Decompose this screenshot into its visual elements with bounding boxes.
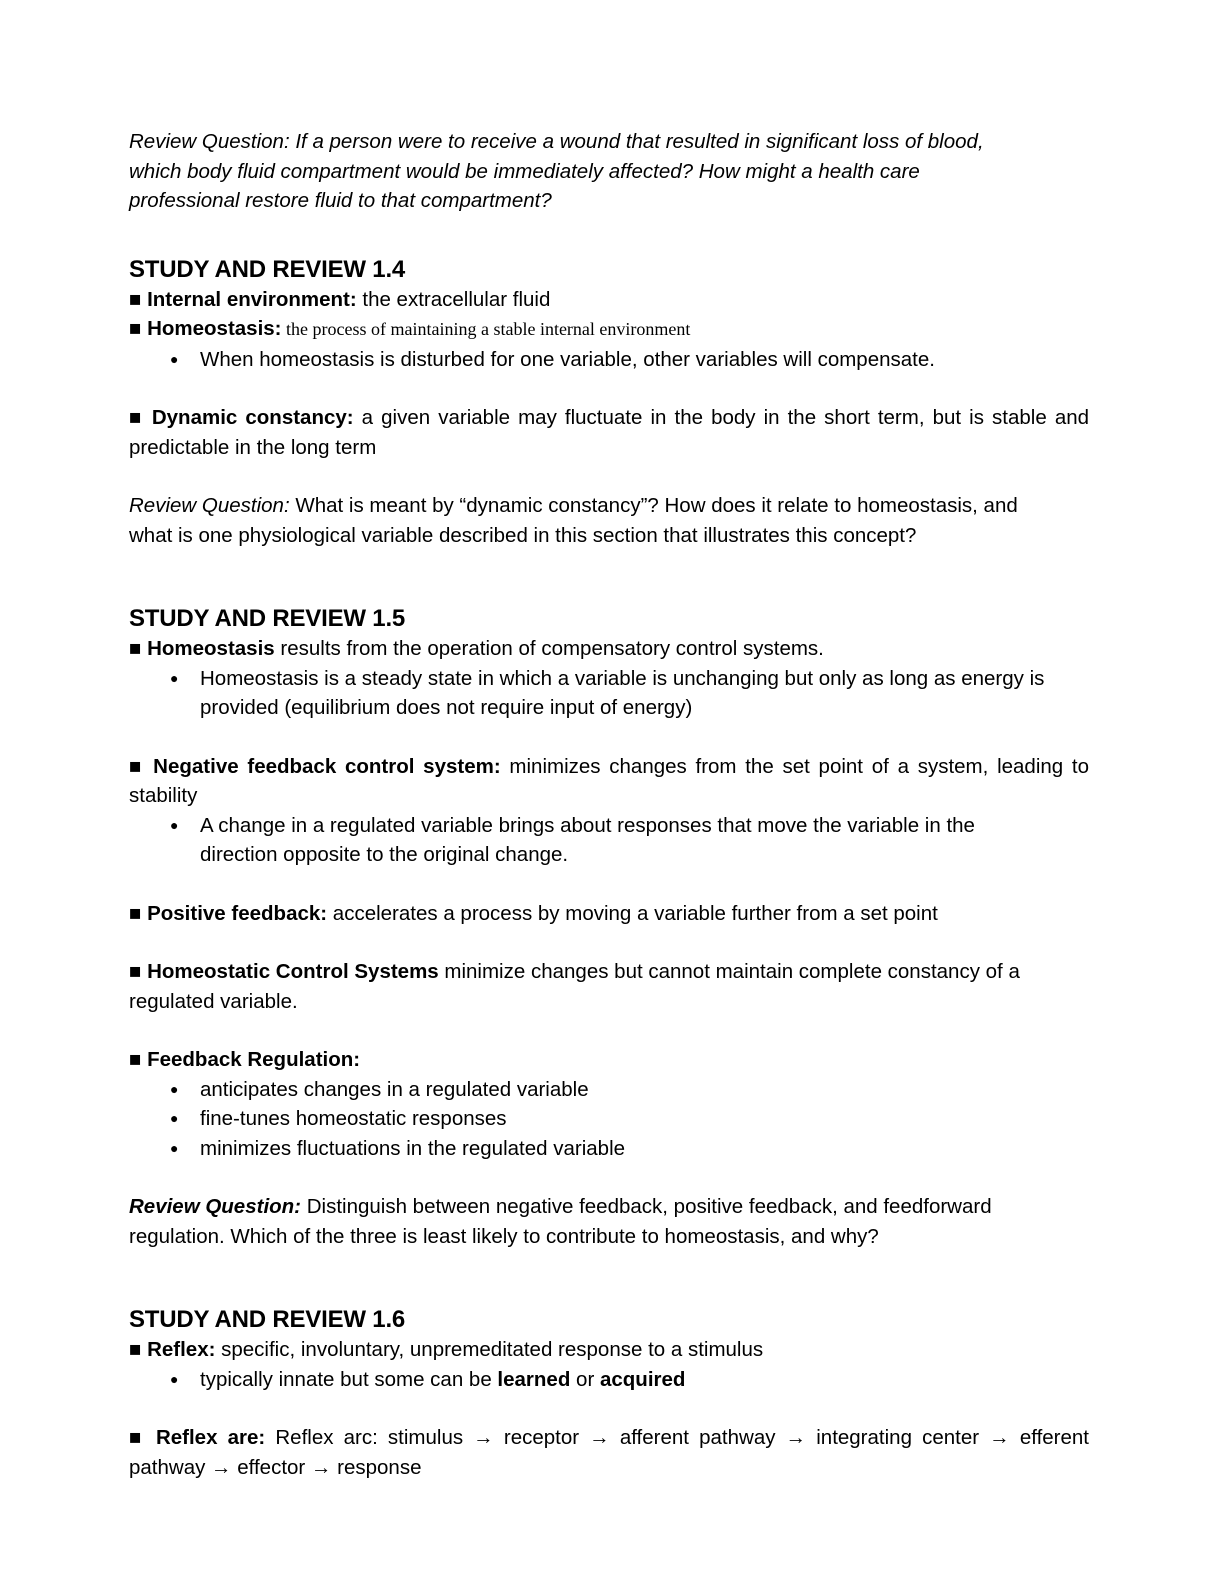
list-item [170, 1104, 1089, 1134]
def-homeostatic-control: minimize changes but cannot maintain complete constancy of a regulated variable. [129, 960, 1020, 1013]
term-feedback-regulation: Feedback Regulation: [147, 1048, 361, 1071]
list-item [170, 1365, 1089, 1395]
review-label: Review Question: [129, 1195, 302, 1218]
document-page [129, 127, 1089, 1482]
feedback-regulation-bullets [129, 1075, 1089, 1164]
bullet-text: anticipates changes in a regulated variable [200, 1077, 589, 1101]
bullet-dot: ● [170, 816, 179, 833]
bullet-dot: ● [170, 669, 179, 686]
list-item [170, 664, 1089, 723]
term-homeostatic-control: Homeostatic Control Systems [147, 960, 439, 983]
section-heading-1-5: STUDY AND REVIEW 1.5 [129, 605, 406, 632]
bullet-dot: ● [170, 1110, 179, 1126]
review-text: Distinguish between negative feedback, positive feedback, and feedforward regulation. Which of the three is least likely to contribute to homeostasis, and why? [129, 1195, 992, 1248]
list-item [170, 811, 1030, 870]
square-bullet: ■ [129, 637, 148, 660]
term-acquired: acquired [599, 1367, 686, 1391]
internal-environment-entry [129, 285, 1089, 315]
list-item [170, 345, 1089, 375]
bullet-text: fine-tunes homeostatic responses [200, 1107, 507, 1130]
def-internal-environment: the extracellular fluid [356, 287, 551, 311]
feedback-regulation-entry [129, 1045, 1089, 1075]
term-homeostasis-1-5: Homeostasis [147, 637, 275, 660]
bullet-dot: ● [170, 350, 179, 367]
square-bullet: ■ [129, 1338, 148, 1361]
negative-feedback-bullets [129, 811, 1030, 870]
term-reflex-arc: Reflex are: [155, 1426, 266, 1449]
square-bullet: ■ [129, 754, 154, 778]
square-bullet: ■ [129, 287, 148, 311]
reflex-entry [129, 1335, 1089, 1365]
def-dynamic-constancy: a given variable may fluctuate in the body in the short term, but is stable and predictable in the long term [129, 406, 1090, 459]
term-internal-environment: Internal environment: [147, 287, 357, 311]
homeostasis-bullets-1-4 [129, 345, 1089, 375]
section-heading-1-4: STUDY AND REVIEW 1.4 [129, 255, 406, 283]
def-reflex-arc: Reflex arc: stimulus → receptor → afferent pathway → integrating center → efferent pathway → effector → response [129, 1426, 1089, 1479]
def-positive-feedback: accelerates a process by moving a variable further from a set point [327, 901, 938, 925]
homeostasis-entry-1-4 [129, 314, 1089, 345]
section-heading-1-6: STUDY AND REVIEW 1.6 [129, 1306, 406, 1333]
review-text: What is meant by “dynamic constancy”? How does it relate to homeostasis, and what is one physiological variable described in this section that illustrates this concept? [129, 494, 1018, 547]
term-positive-feedback: Positive feedback: [147, 901, 328, 925]
bullet-dot: ● [170, 1139, 179, 1156]
bullet-dot: ● [170, 1370, 179, 1387]
reflex-bullets [129, 1365, 1089, 1395]
square-bullet: ■ [129, 317, 148, 340]
negative-feedback-entry [129, 752, 1089, 811]
bullet-text: Homeostasis is a steady state in which a variable is unchanging but only as long as energy is provided (equilibrium does not require input of energy) [200, 666, 1045, 719]
review-label: Review Question: [129, 494, 290, 517]
def-reflex: specific, involuntary, unpremeditated response to a stimulus [215, 1338, 764, 1361]
term-negative-feedback: Negative feedback control system: [153, 754, 501, 778]
bullet-text: typically innate but some can be [200, 1367, 498, 1391]
list-item [170, 1075, 1089, 1105]
square-bullet: ■ [129, 1048, 148, 1071]
square-bullet: ■ [129, 406, 152, 429]
bullet-text: When homeostasis is disturbed for one variable, other variables will compensate. [200, 347, 935, 371]
homeostasis-bullets-1-5 [129, 664, 1089, 723]
review-question-1-4 [129, 491, 1039, 550]
review-question-1-3: Review Question: If a person were to receive a wound that resulted in significant loss of blood, which body fluid compartment would be immediately affected? How might a health care professional restore fluid to that compartment? [129, 130, 984, 212]
dynamic-constancy-entry [129, 403, 1089, 462]
bullet-dot: ● [170, 1080, 179, 1097]
term-reflex: Reflex: [147, 1338, 216, 1361]
square-bullet: ■ [129, 960, 148, 983]
homeostasis-entry-1-5 [129, 634, 1089, 664]
homeostatic-control-entry [129, 957, 1054, 1016]
square-bullet: ■ [129, 901, 148, 925]
def-homeostasis: the process of maintaining a stable internal environment [281, 319, 691, 339]
def-homeostasis-1-5: results from the operation of compensatory control systems. [274, 637, 824, 660]
review-question-1-5 [129, 1192, 1049, 1251]
square-bullet: ■ [129, 1426, 156, 1449]
def-negative-feedback: minimizes changes from the set point of a system, leading to stability [129, 754, 1090, 807]
reflex-arc-entry [129, 1423, 1089, 1482]
bullet-text-or: or [570, 1367, 600, 1391]
term-homeostasis: Homeostasis: [147, 317, 282, 340]
positive-feedback-entry [129, 899, 1089, 929]
list-item [170, 1134, 1089, 1164]
bullet-text: A change in a regulated variable brings about responses that move the variable in the direction opposite to the original change. [200, 813, 975, 866]
term-dynamic-constancy: Dynamic constancy: [151, 406, 354, 429]
term-learned: learned [497, 1367, 571, 1391]
bullet-text: minimizes fluctuations in the regulated variable [200, 1136, 626, 1160]
